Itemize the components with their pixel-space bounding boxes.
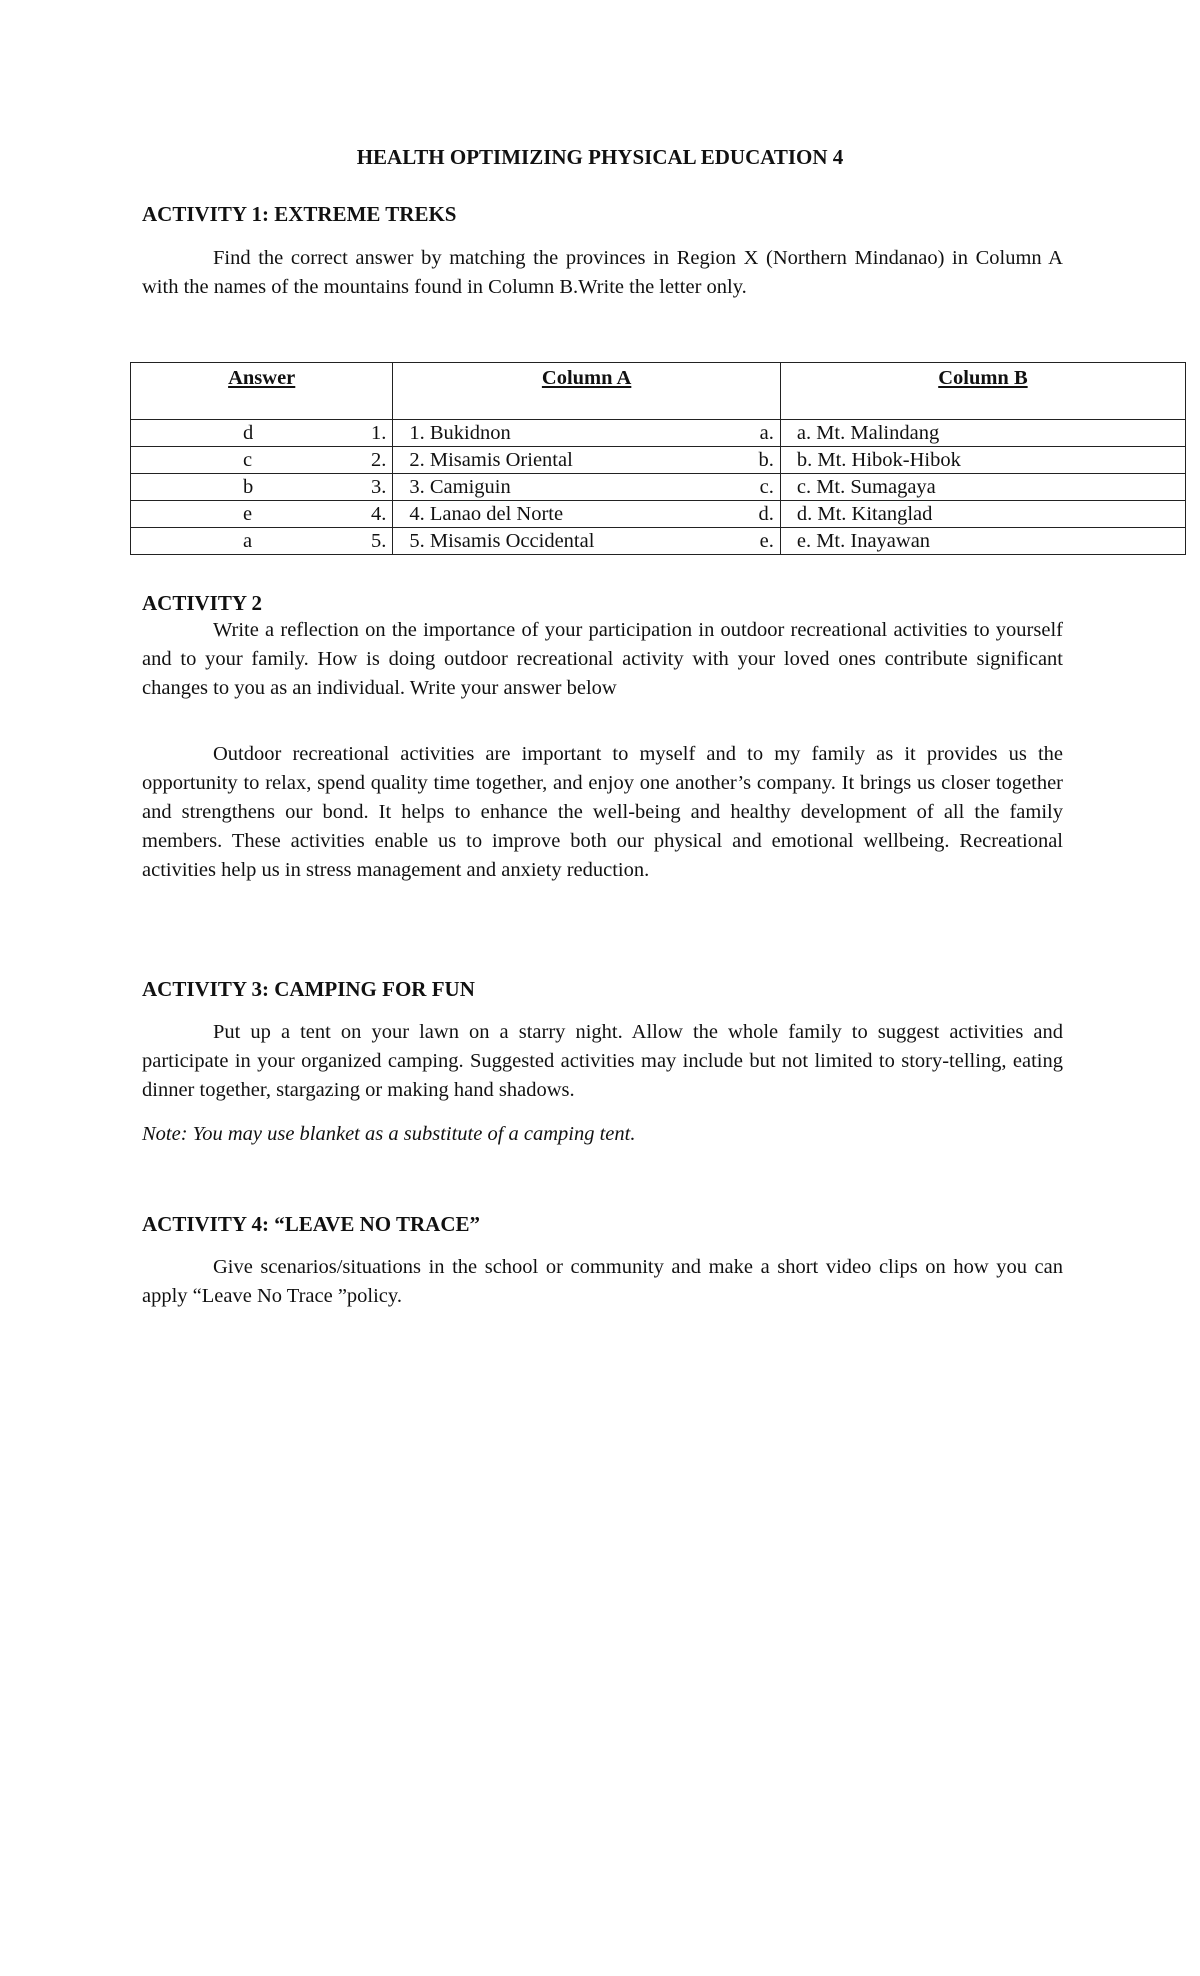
activity4-body-text: Give scenarios/situations in the school or community and make a short video clips on how you can apply “Leave No Trace ”policy.	[142, 1256, 1063, 1307]
item-number: 4.	[371, 503, 387, 525]
item-number: 2.	[371, 449, 387, 471]
table-row	[131, 447, 1186, 474]
activity1-instructions	[142, 244, 1063, 302]
document-title: HEALTH OPTIMIZING PHYSICAL EDUCATION 4	[356, 145, 844, 169]
province-cell: 5. Misamis Occidental	[409, 530, 595, 552]
mountain-cell: e. Mt. Inayawan	[796, 530, 931, 552]
activity3-body-text: Put up a tent on your lawn on a starry night. Allow the whole family to suggest activities and participate in your organized camping. Suggested activities may include but not limited to story-telling, eating dinner together, stargazing or making hand shadows.	[142, 1021, 1063, 1101]
mountain-cell: d. Mt. Kitanglad	[796, 503, 933, 525]
province-cell: 2. Misamis Oriental	[409, 449, 573, 471]
activity3-body	[142, 1018, 1063, 1105]
table-row	[131, 420, 1186, 447]
item-number: 3.	[371, 476, 387, 498]
answer-cell: d	[243, 422, 254, 444]
province-cell: 1. Bukidnon	[409, 422, 511, 444]
item-number: 1.	[371, 422, 387, 444]
option-letter: c.	[759, 476, 774, 498]
activity1-instructions-text: Find the correct answer by matching the provinces in Region X (Northern Mindanao) in Column A with the names of the mountains found in Column B.Write the letter only.	[142, 247, 1063, 298]
table-row	[131, 474, 1186, 501]
mountain-cell: a. Mt. Malindang	[796, 422, 940, 444]
mountain-cell: c. Mt. Sumagaya	[796, 476, 936, 498]
table-header-row	[131, 363, 1186, 420]
activity2-heading: ACTIVITY 2	[142, 591, 262, 615]
activity2-answer	[142, 740, 1063, 885]
province-cell: 4. Lanao del Norte	[409, 503, 564, 525]
activity2-answer-text: Outdoor recreational activities are important to myself and to my family as it provides us the opportunity to relax, spend quality time together, and enjoy one another’s company. It brings us closer together and strengthens our bond. It helps to enhance the well-being and healthy development of all the family members. These activities enable us to improve both our physical and emotional wellbeing. Recreational activities help us in stress management and anxiety reduction.	[142, 743, 1063, 881]
answer-cell: e	[243, 503, 253, 525]
province-cell: 3. Camiguin	[409, 476, 511, 498]
activity2-prompt	[142, 616, 1063, 703]
header-column-a: Column A	[393, 363, 780, 420]
option-letter: e.	[759, 530, 774, 552]
activity3-note: Note: You may use blanket as a substitute of a camping tent.	[142, 1123, 636, 1145]
activity3-heading: ACTIVITY 3: CAMPING FOR FUN	[142, 977, 475, 1001]
item-number: 5.	[371, 530, 387, 552]
option-letter: b.	[758, 449, 774, 471]
activity4-body	[142, 1253, 1063, 1311]
activity4-heading: ACTIVITY 4: “LEAVE NO TRACE”	[142, 1212, 481, 1236]
header-answer: Answer	[131, 363, 393, 420]
option-letter: a.	[759, 422, 774, 444]
answer-cell: a	[243, 530, 253, 552]
activity2-prompt-text: Write a reflection on the importance of your participation in outdoor recreational activities to yourself and to your family. How is doing outdoor recreational activity with your loved ones contribute significant changes to you as an individual. Write your answer below	[142, 619, 1063, 699]
header-column-b: Column B	[780, 363, 1185, 420]
answer-cell: b	[243, 476, 254, 498]
table-row	[131, 528, 1186, 555]
answer-cell: c	[243, 449, 253, 471]
table-row	[131, 501, 1186, 528]
option-letter: d.	[758, 503, 774, 525]
mountain-cell: b. Mt. Hibok-Hibok	[796, 449, 961, 471]
activity1-heading: ACTIVITY 1: EXTREME TREKS	[142, 202, 457, 226]
matching-table	[130, 362, 1186, 555]
